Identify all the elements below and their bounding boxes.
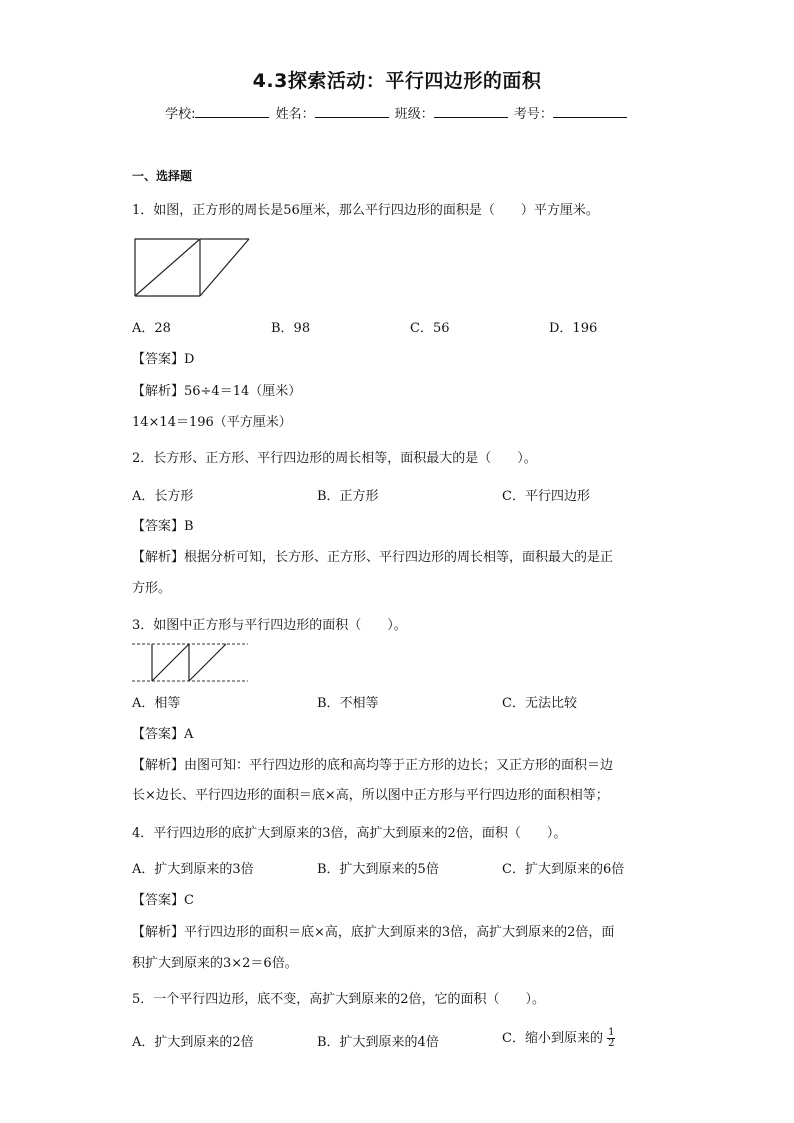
q3-answer: 【答案】A (132, 727, 194, 742)
q1-option-a[interactable]: A．28 (132, 321, 171, 336)
q1-option-b[interactable]: B．98 (271, 321, 311, 336)
q4-analysis: 【解析】平行四边形的面积＝底×高，底扩大到原来的3倍，高扩大到原来的2倍，面 (132, 925, 615, 940)
name-label: 姓名： (275, 107, 315, 122)
q4-option-a[interactable]: A．扩大到原来的3倍 (132, 862, 254, 877)
q1-option-c[interactable]: C．56 (410, 321, 450, 336)
fraction-denominator: 2 (608, 1038, 615, 1049)
class-blank[interactable] (434, 105, 508, 118)
section-heading: 一、选择题 (132, 169, 193, 183)
name-blank[interactable] (315, 105, 389, 118)
q5-stem: 5．一个平行四边形，底不变，高扩大到原来的2倍，它的面积（ ）。 (132, 992, 546, 1007)
q2-analysis: 【解析】根据分析可知，长方形、正方形、平行四边形的周长相等，面积最大的是正 (132, 550, 614, 565)
q4-answer: 【答案】C (132, 893, 194, 908)
q5-option-c[interactable] (502, 1027, 615, 1049)
q2-analysis-cont: 方形。 (132, 581, 172, 596)
q3-stem: 3．如图中正方形与平行四边形的面积（ ）。 (132, 618, 407, 633)
number-blank[interactable] (553, 105, 627, 118)
school-label: 学校: (165, 107, 196, 122)
q2-stem: 2．长方形、正方形、平行四边形的周长相等，面积最大的是（ ）。 (132, 451, 537, 466)
q3-option-a[interactable]: A．相等 (132, 696, 181, 711)
q1-stem: 1．如图，正方形的周长是56厘米，那么平行四边形的面积是（ ）平方厘米。 (132, 203, 599, 218)
q4-analysis-cont: 积扩大到原来的3×2＝6倍。 (132, 956, 298, 971)
q1-analysis: 【解析】56÷4＝14（厘米） (132, 384, 302, 399)
q5-option-a[interactable]: A．扩大到原来的2倍 (132, 1035, 254, 1050)
q5-option-b[interactable]: B．扩大到原来的4倍 (317, 1035, 439, 1050)
q3-option-b[interactable]: B．不相等 (317, 696, 379, 711)
q2-option-c[interactable]: C．平行四边形 (502, 489, 590, 504)
q3-analysis: 【解析】由图可知：平行四边形的底和高均等于正方形的边长；又正方形的面积＝边 (132, 758, 614, 773)
page-title: 4.3探索活动：平行四边形的面积 (252, 70, 542, 92)
q1-analysis-cont: 14×14＝196（平方厘米） (132, 415, 292, 430)
fraction-numerator: 1 (608, 1027, 615, 1038)
q4-stem: 4．平行四边形的底扩大到原来的3倍，高扩大到原来的2倍，面积（ ）。 (132, 826, 567, 841)
q4-option-b[interactable]: B．扩大到原来的5倍 (317, 862, 439, 877)
number-label: 考号： (513, 107, 553, 122)
q1-option-d[interactable]: D．196 (549, 321, 598, 336)
q3-option-c[interactable]: C．无法比较 (502, 696, 577, 711)
q5-option-c-text: C．缩小到原来的 (502, 1031, 603, 1046)
student-info-row (0, 103, 794, 122)
q1-figure (134, 236, 254, 298)
q2-option-a[interactable]: A．长方形 (132, 489, 194, 504)
q2-option-b[interactable]: B．正方形 (317, 489, 379, 504)
q4-option-c[interactable]: C．扩大到原来的6倍 (502, 862, 625, 877)
class-label: 班级： (394, 107, 434, 122)
q3-figure (132, 641, 250, 685)
q3-analysis-cont: 长×边长、平行四边形的面积＝底×高，所以图中正方形与平行四边形的面积相等； (132, 788, 609, 803)
q1-answer: 【答案】D (132, 352, 195, 367)
q2-answer: 【答案】B (132, 519, 194, 534)
one-half-fraction (607, 1028, 615, 1049)
school-blank[interactable] (195, 105, 269, 118)
